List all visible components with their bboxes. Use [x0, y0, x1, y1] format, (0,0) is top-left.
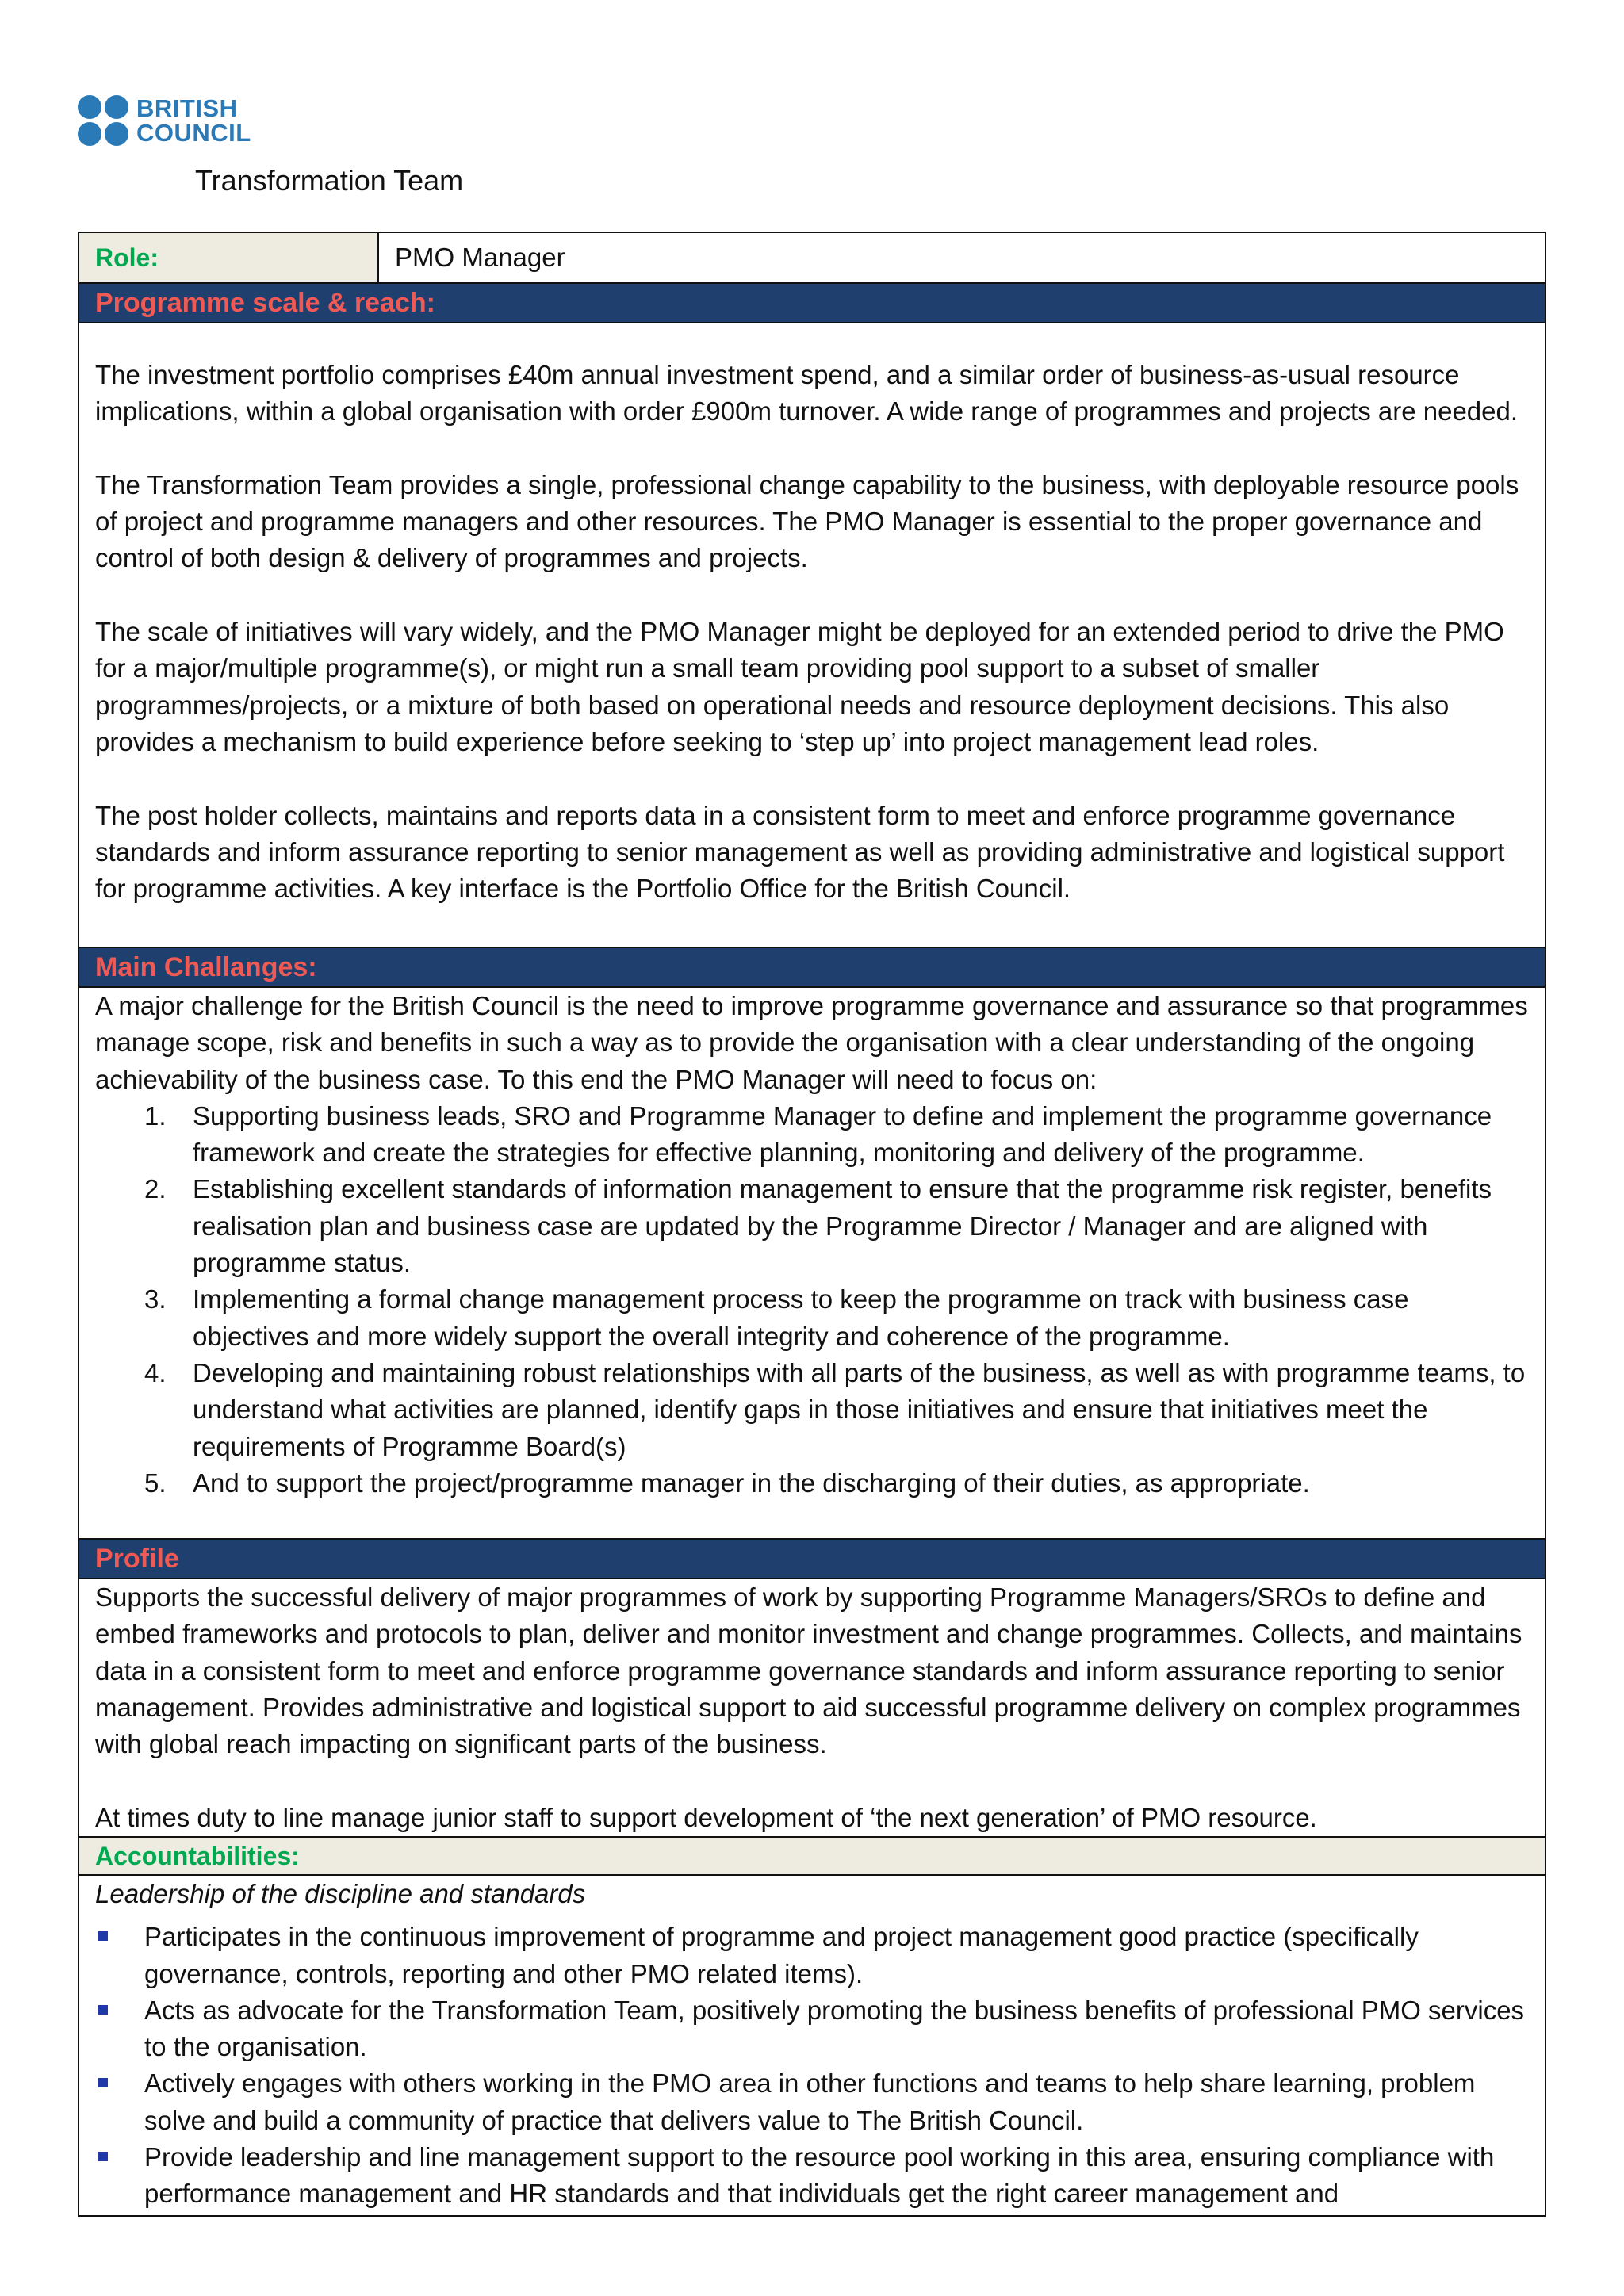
accountabilities-subheading: Leadership of the discipline and standards	[95, 1879, 586, 1908]
role-label: Role:	[79, 233, 379, 282]
logo-wordmark: BRITISH COUNCIL	[136, 94, 251, 147]
role-row	[79, 233, 1545, 284]
profile-paragraph: At times duty to line manage junior staff to support development of ‘the next generation’ of PMO resource.	[95, 1802, 1317, 1832]
accountabilities-heading: Accountabilities:	[79, 1838, 1545, 1876]
programme-paragraph: The investment portfolio comprises £40m annual investment spend, and a similar order of business-as-usual resource implications, within a global organisation with order £900m turnover. A wide range of programmes and projects are needed.	[95, 360, 1519, 427]
programme-body	[79, 323, 1545, 948]
profile-heading: Profile	[79, 1540, 1545, 1579]
list-item: 5. And to support the project/programme manager in the discharging of their duties, as appropriate.	[144, 1468, 1310, 1498]
logo-dots-icon	[78, 95, 128, 146]
programme-paragraph: The post holder collects, maintains and reports data in a consistent form to meet and enforce programme governance standards and inform assurance reporting to senior management as well as providing administrative and logistical support for programme activities. A key interface is the Portfolio Office for the British Council.	[95, 800, 1505, 904]
list-item: Provide leadership and line management support to the resource pool working in this area, ensuring compliance with performance management and HR standards and that individuals get the right career management and	[95, 2139, 1529, 2213]
list-item: 4. Developing and maintaining robust relationships with all parts of the business, as well as with programme teams, to understand what activities are planned, identify gaps in those initiatives and ensure that initiatives meet the requirements of Programme Board(s)	[144, 1357, 1526, 1461]
list-item: 3. Implementing a formal change management process to keep the programme on track with business case objectives and more widely support the overall integrity and coherence of the programme.	[144, 1284, 1409, 1351]
programme-heading: Programme scale & reach:	[79, 284, 1545, 323]
job-description-table	[78, 232, 1546, 2217]
challenges-list	[95, 1098, 1529, 1502]
accountabilities-list	[95, 1919, 1529, 2212]
accountabilities-body	[79, 1876, 1545, 2215]
list-item: Actively engages with others working in the PMO area in other functions and teams to help share learning, problem solve and build a community of practice that delivers value to The British Council.	[95, 2065, 1529, 2139]
challenges-intro: A major challenge for the British Council is the need to improve programme governance and assurance so that programmes manage scope, risk and benefits in such a way as to provide the organisation with a clear understanding of the ongoing achievability of the business case. To this end the PMO Manager will need to focus on:	[95, 991, 1528, 1094]
team-title: Transformation Team	[195, 164, 464, 197]
challenges-body	[79, 988, 1545, 1540]
role-value: PMO Manager	[395, 243, 565, 272]
programme-paragraph: The scale of initiatives will vary widely, and the PMO Manager might be deployed for an extended period to drive the PMO for a major/multiple programme(s), or might run a small team providing pool support to a subset of smaller programmes/projects, or a mixture of both based on operational needs and resource deployment decisions. This also provides a mechanism to build experience before seeking to ‘step up’ into project management lead roles.	[95, 617, 1504, 756]
list-item: Participates in the continuous improvement of programme and project management good practice (specifically governance, controls, reporting and other PMO related items).	[95, 1919, 1529, 1992]
british-council-logo	[78, 94, 251, 147]
programme-paragraph: The Transformation Team provides a single, professional change capability to the business, with deployable resource pools of project and programme managers and other resources. The PMO Manager is essential to the proper governance and control of both design & delivery of programmes and projects.	[95, 469, 1519, 573]
profile-paragraph: Supports the successful delivery of major programmes of work by supporting Programme Managers/SROs to define and embed frameworks and protocols to plan, deliver and monitor investment and change programmes. Collects, and maintains data in a consistent form to meet and enforce programme governance standards and inform assurance reporting to senior management. Provides administrative and logistical support to aid successful programme delivery on complex programmes with global reach impacting on significant parts of the business.	[95, 1582, 1522, 1759]
list-item: 1. Supporting business leads, SRO and Programme Manager to define and implement the programme governance framework and create the strategies for effective planning, monitoring and delivery of the programme.	[144, 1100, 1492, 1168]
list-item: 2. Establishing excellent standards of information management to ensure that the programme risk register, benefits realisation plan and business case are updated by the Programme Director / Manager and are aligned with programme status.	[144, 1174, 1492, 1278]
challenges-heading: Main Challanges:	[79, 948, 1545, 988]
profile-body	[79, 1579, 1545, 1838]
list-item: Acts as advocate for the Transformation Team, positively promoting the business benefits of professional PMO services to the organisation.	[95, 1992, 1529, 2066]
